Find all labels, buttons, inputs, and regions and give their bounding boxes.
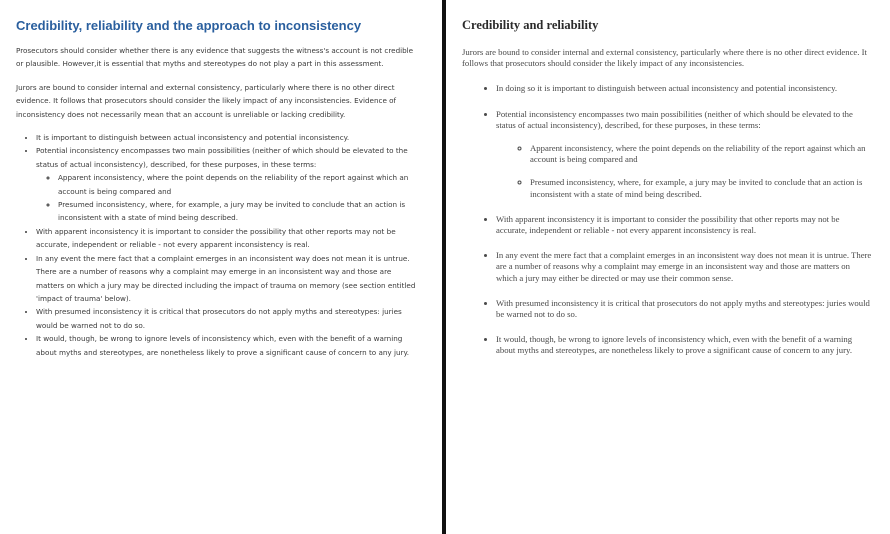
left-bullet-3: • With apparent inconsistency it is important to consider the possibility that other reports may not be accurate, independent or reliable - not every apparent inconsistency is real. (36, 225, 420, 252)
left-paragraph-2: Jurors are bound to consider internal and external consistency, particularly where there is no other direct evidence. It follows that prosecutors should consider the likely impact of any inconsistencies. Evidence of inconsistency does not necessarily mean that an account is unreliable or lacking credibility. (16, 82, 397, 119)
left-document-content (0, 0, 440, 359)
right-document-panel (448, 0, 890, 534)
right-sub-bullet-1: ◦ Apparent inconsistency, where the point depends on the reliability of the report against which an account is being compared and (530, 143, 872, 165)
left-sub-bullet-1: ◦ Apparent inconsistency, where the point depends on the reliability of the report against which an account is being compared and (58, 171, 420, 198)
right-bullet-5: • With presumed inconsistency it is critical that prosecutors do not apply myths and stereotypes: juries would be warned not to do so. (496, 298, 872, 320)
left-bullet-5: • With presumed inconsistency it is critical that prosecutors do not apply myths and stereotypes: juries would be warned not to do so. (36, 305, 420, 332)
right-bullet-1: • In doing so it is important to distinguish between actual inconsistency and potential inconsistency. (496, 83, 872, 94)
center-divider (442, 0, 446, 534)
right-bullet-4: • In any event the mere fact that a complaint emerges in an inconsistent way does not mean it is untrue. There are a number of reasons why a complaint may emerge in an inconsistent way and those are matters on which a jury may either be directed or may use their common sense. (496, 250, 872, 284)
right-bullet-2 (496, 109, 872, 200)
left-sub-bullet-2: ◦ Presumed inconsistency, where, for example, a jury may be invited to conclude that an action is inconsistent with a state of mind being described. (58, 198, 420, 225)
left-bullet-1: • It is important to distinguish between actual inconsistency and potential inconsistency. (36, 131, 420, 144)
left-paragraph-1: Prosecutors should consider whether there is any evidence that suggests the witness's account is not credible or plausible. However,it is essential that myths and stereotypes do not play a part in this assessment. (16, 46, 414, 69)
right-paragraph-1: Jurors are bound to consider internal and external consistency, particularly where there is no other direct evidence. It follows that prosecutors should consider the likely impact of any inconsistencies. (462, 47, 867, 69)
right-sub-bullet-list (496, 143, 872, 200)
left-bullet-2-text: Potential inconsistency encompasses two main possibilities (neither of which should be elevated to the status of actual inconsistency), described, for these purposes, in these terms: (36, 146, 408, 169)
right-bullet-6: • It would, though, be wrong to ignore levels of inconsistency which, even with the benefit of a warning about myths and stereotypes, are nonetheless likely to prove a significant cause of concern to any jury. (496, 334, 872, 356)
left-document-title: Credibility, reliability and the approach to inconsistency (16, 18, 362, 33)
left-document-panel (0, 0, 440, 534)
left-bullet-2 (36, 144, 420, 224)
right-document-content (448, 0, 890, 357)
left-bullet-list (16, 131, 420, 359)
right-sub-bullet-2: ◦ Presumed inconsistency, where, for example, a jury may be invited to conclude that an action is inconsistent with a state of mind being described. (530, 177, 872, 199)
left-bullet-6: • It would, though, be wrong to ignore levels of inconsistency which, even with the benefit of a warning about myths and stereotypes, are nonetheless likely to prove a significant cause of concern to any jury. (36, 332, 420, 359)
left-sub-bullet-list (36, 171, 420, 225)
right-document-title: Credibility and reliability (462, 18, 599, 32)
right-bullet-2-text: Potential inconsistency encompasses two main possibilities (neither of which should be elevated to the status of actual inconsistency), described, for these purposes, in these terms: (496, 108, 853, 130)
right-bullet-list (462, 83, 872, 356)
right-bullet-3: • With apparent inconsistency it is important to consider the possibility that other reports may not be accurate, independent or reliable - not every apparent inconsistency is real. (496, 214, 872, 236)
left-bullet-4: • In any event the mere fact that a complaint emerges in an inconsistent way does not mean it is untrue. There are a number of reasons why a complaint may emerge in an inconsistent way and those are matters on which a jury may be directed including the impact of trauma on memory (see section entitled 'impact of trauma' below). (36, 252, 420, 306)
